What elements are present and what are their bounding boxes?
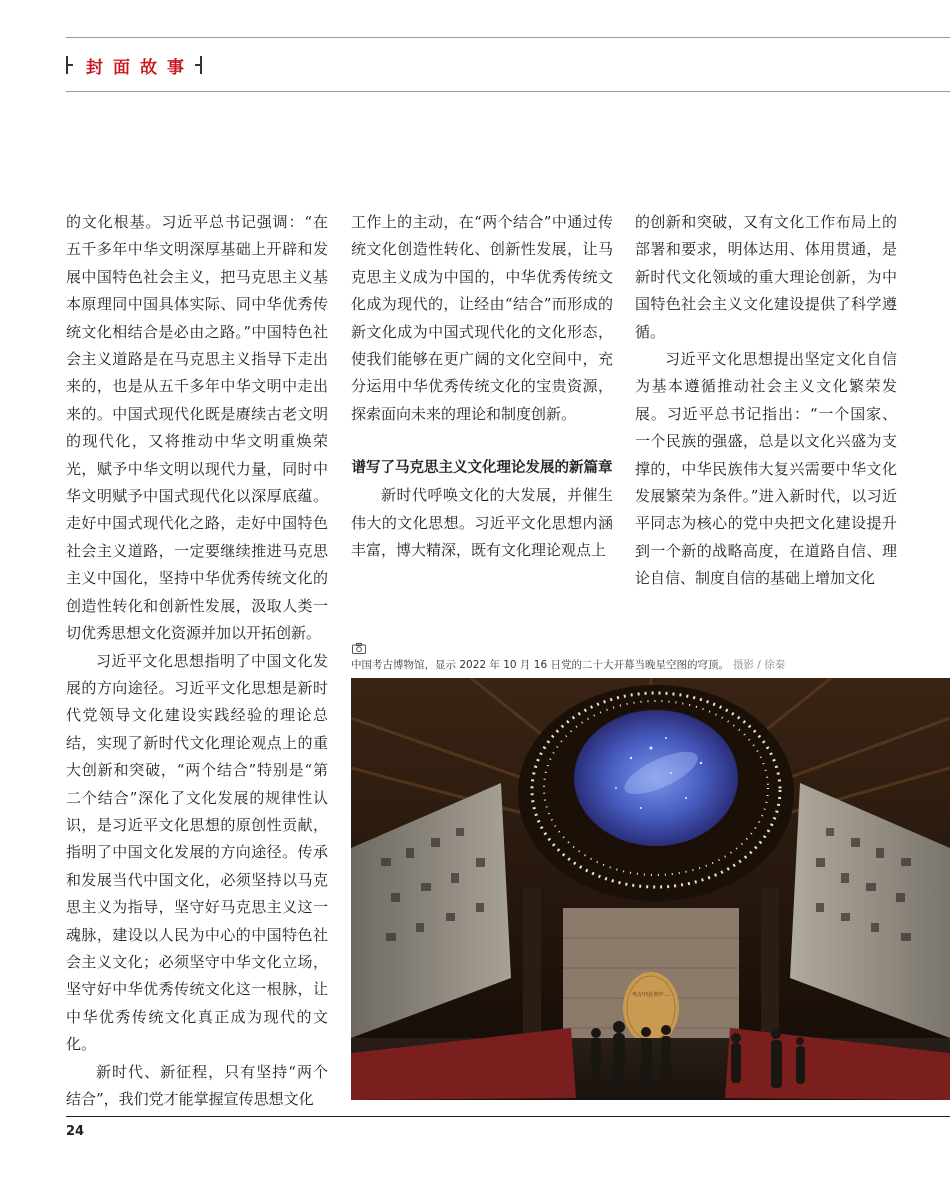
- sub-heading: 谱写了马克思主义文化理论发展的新篇章: [351, 460, 613, 477]
- left-bracket-icon: [66, 56, 74, 74]
- camera-icon: [352, 643, 366, 654]
- paragraph: 习近平文化思想提出坚定文化自信为基本遵循推动社会主义文化繁荣发展。习近平总书记指出：“一个国家、一个民族的强盛，总是以文化兴盛为支撑的，中华民族伟大复兴需要中华文化发展繁荣为条件。”进入新时代，以习近平同志为核心的党中央把文化建设提升到一个新的战略高度，在道路自信、理论自信、制度自信的基础上增加文化: [635, 350, 897, 588]
- column-left: [66, 209, 328, 1113]
- section-label: [66, 53, 202, 77]
- paragraph: 的创新和突破，又有文化工作布局上的部署和要求，明体达用、体用贯通，是新时代文化领域的重大理论创新，为中国特色社会主义文化建设提供了科学遵循。: [635, 213, 897, 341]
- plaque-title: 考古中国·筑牢 …: [631, 992, 671, 998]
- top-rule: [66, 37, 950, 38]
- museum-dome-photo: [351, 678, 950, 1100]
- footer-rule: [66, 1116, 950, 1117]
- paragraph: 新时代呼唤文化的大发展，并催生伟大的文化思想。习近平文化思想内涵丰富，博大精深，既有文化理论观点上: [351, 486, 613, 560]
- paragraph: 习近平文化思想指明了中国文化发展的方向途径。习近平文化思想是新时代党领导文化建设实践经验的理论总结，实现了新时代文化理论观点上的重大创新和突破，“两个结合”特别是“第二个结合”深化了文化发展的规律性认识，是习近平文化思想的原创性贡献，指明了中国文化发展的方向途径。传承和发展当代中国文化，必须坚持以马克思主义为指导，坚守好马克思主义这一魂脉，建设以人民为中心的中国特色社会主义文化；必须坚守中华文化立场，坚守好中华优秀传统文化这一根脉，让中华优秀传统文化真正成为现代的文化。: [66, 651, 328, 1054]
- caption-text: 中国考古博物馆，显示 2022 年 10 月 16 日党的二十大开幕当晚星空图的穹顶。: [351, 659, 729, 671]
- photo-credit: 摄影 / 徐秦: [732, 659, 786, 671]
- column-right: [635, 209, 897, 593]
- page-number: 24: [66, 1124, 85, 1139]
- column-middle: [351, 209, 613, 564]
- paragraph: 的文化根基。习近平总书记强调：“在五千多年中华文明深厚基础上开辟和发展中国特色社会主义，把马克思主义基本原理同中国具体实际、同中华优秀传统文化相结合是必由之路。”中国特色社会主义道路是在马克思主义指导下走出来的，也是从五千多年中华文明中走出来的。中国式现代化既是赓续古老文明的现代化，又将推动中华文明重焕荣光，赋予中华文明以现代力量，同时中华文明赋予中国式现代化以深厚底蕴。走好中国式现代化之路，走好中国特色社会主义道路，一定要继续推进马克思主义中国化，坚持中华优秀传统文化的创造性转化和创新性发展，汲取人类一切优秀思想文化资源并加以开拓创新。: [66, 213, 328, 643]
- right-bracket-icon: [194, 56, 202, 74]
- photo-caption: [351, 657, 950, 672]
- paragraph: 新时代、新征程，只有坚持“两个结合”，我们党才能掌握宣传思想文化: [66, 1062, 328, 1108]
- paragraph: 工作上的主动，在“两个结合”中通过传统文化创造性转化、创新性发展，让马克思主义成为中国的，中华优秀传统文化成为现代的，让经由“结合”而形成的新文化成为中国式现代化的文化形态，使我们能够在更广阔的文化空间中，充分运用中华优秀传统文化的宝贵资源，探索面向未来的理论和制度创新。: [351, 213, 613, 423]
- header-rule: [66, 91, 950, 92]
- section-label-text: 封面故事: [86, 57, 194, 78]
